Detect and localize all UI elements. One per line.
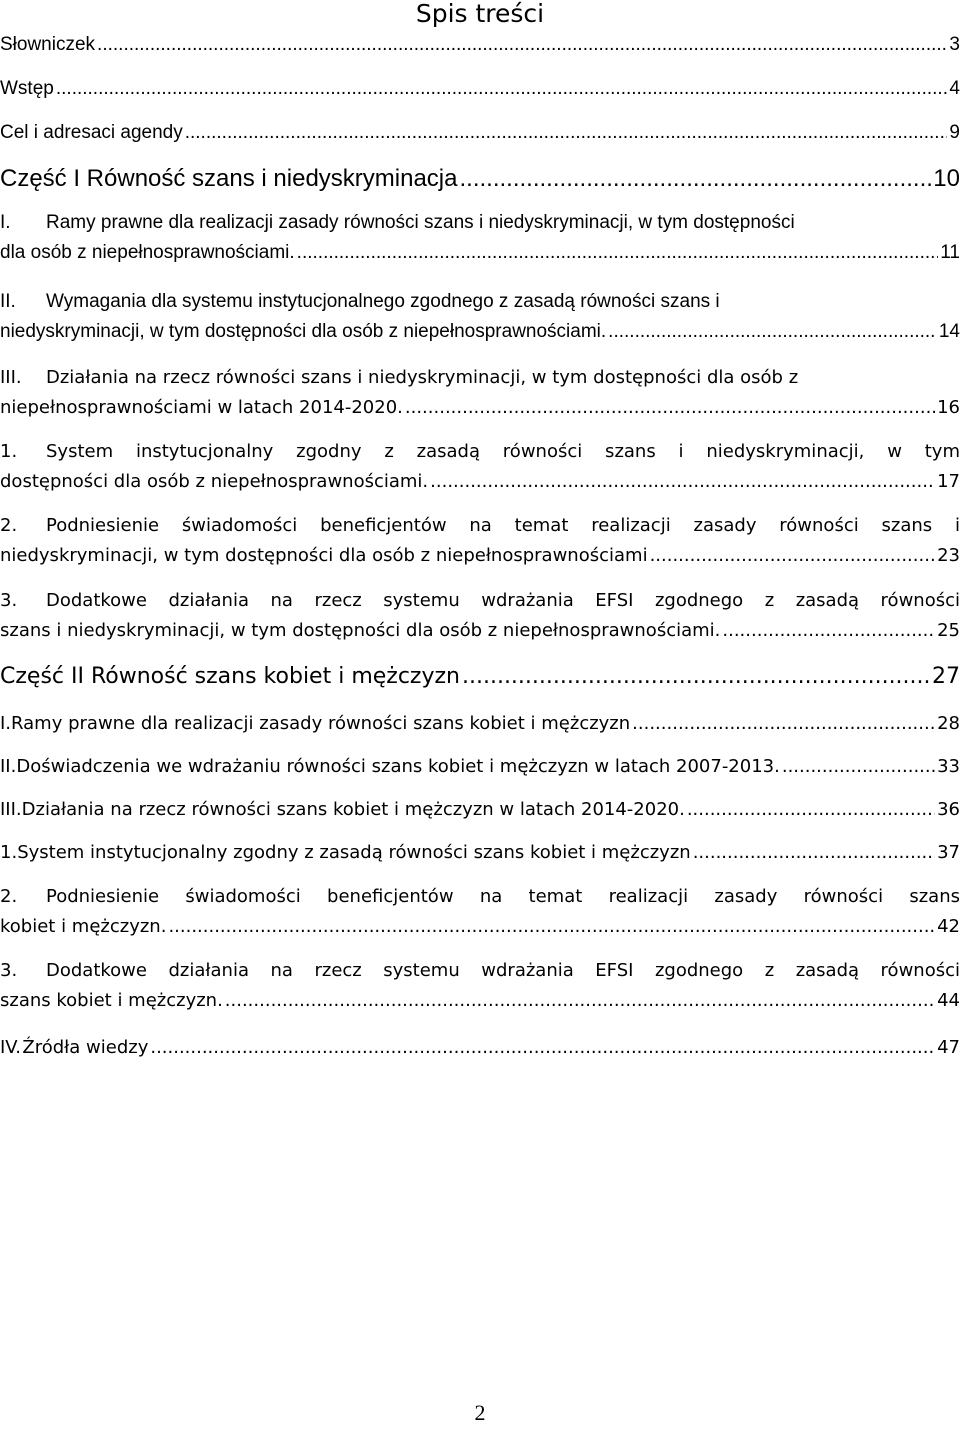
toc-entry-page: 25	[937, 620, 960, 641]
toc-entry-text: Ramy prawne dla realizacji zasady równości szans kobiet i mężczyzn	[11, 713, 631, 734]
toc-entry-text: niedyskryminacji, w tym dostępności dla osób z niepełnosprawnościami.	[0, 321, 607, 342]
toc-entry-last-line	[0, 467, 960, 497]
toc-entry-last-line	[0, 393, 960, 423]
toc-entry-page: 37	[937, 842, 960, 863]
toc-entry-text: System instytucjonalny zgodny z zasadą równości szans kobiet i mężczyzn	[17, 842, 691, 863]
toc-entry-number: III.	[0, 367, 22, 388]
toc-entry[interactable]	[0, 208, 960, 268]
toc-entry-line	[0, 363, 960, 393]
dot-leader	[632, 709, 935, 739]
toc-entry-page: 28	[937, 713, 960, 734]
toc-entry-last-line	[0, 709, 960, 739]
dot-leader	[693, 838, 935, 868]
toc-entry-page: 42	[937, 916, 960, 937]
toc-entry[interactable]	[0, 838, 960, 868]
toc-entry-last-line	[0, 162, 960, 196]
toc-entry-page: 11	[940, 242, 960, 263]
toc-entry-last-line	[0, 838, 960, 868]
toc-entry[interactable]	[0, 1033, 960, 1063]
toc-entry[interactable]	[0, 363, 960, 423]
toc-entry-page: 23	[937, 545, 960, 566]
dot-leader	[405, 393, 935, 423]
toc-entry-number: I.	[0, 713, 12, 734]
toc-entry[interactable]	[0, 162, 960, 196]
toc-entry-line	[0, 437, 960, 467]
toc-entry-number: 3.	[0, 590, 18, 611]
toc-entry-line	[0, 511, 960, 541]
toc-entry[interactable]	[0, 956, 960, 1016]
toc-entry-last-line	[0, 317, 960, 347]
toc-entry-page: 4	[949, 78, 960, 99]
toc-entry-number: I.	[0, 212, 11, 233]
dot-leader	[460, 162, 932, 196]
toc-entry[interactable]	[0, 882, 960, 942]
toc-entry-line	[0, 287, 960, 317]
toc-entry[interactable]	[0, 74, 960, 104]
toc-entry-line	[0, 882, 960, 912]
toc-entry-text: Słowniczek	[0, 34, 96, 55]
toc-entry-last-line	[0, 118, 960, 148]
toc-entry[interactable]	[0, 30, 960, 60]
toc-entry[interactable]	[0, 511, 960, 571]
toc-entry-text: Działania na rzecz równości szans i niedyskryminacji, w tym dostępności dla osób z	[46, 367, 799, 388]
toc-entry-last-line	[0, 752, 960, 782]
toc-entry-text: niedyskryminacji, w tym dostępności dla osób z niepełnosprawnościami	[0, 545, 648, 566]
toc-entry-text: Cel i adresaci agendy	[0, 122, 183, 143]
dot-leader	[462, 660, 930, 694]
toc-entry-page: 17	[937, 471, 960, 492]
toc-entry-text: Podniesienie świadomości beneficjentów na temat realizacji zasady równości szans	[46, 886, 960, 907]
toc-entry-line	[0, 956, 960, 986]
dot-leader	[687, 795, 935, 825]
toc-entry-text: Źródła wiedzy	[22, 1037, 149, 1058]
toc-entry-last-line	[0, 795, 960, 825]
dot-leader	[185, 118, 948, 148]
toc-entry-page: 33	[937, 756, 960, 777]
toc-entry-number: 3.	[0, 960, 18, 981]
toc-entry-last-line	[0, 1033, 960, 1063]
toc-entry-number: 2.	[0, 886, 18, 907]
toc-entry[interactable]	[0, 709, 960, 739]
toc-entry-last-line	[0, 912, 960, 942]
toc-entry-number: II.	[0, 291, 16, 312]
toc-entry-page: 16	[937, 397, 960, 418]
toc-entry-last-line	[0, 660, 960, 694]
toc-title: Spis treści	[415, 0, 545, 28]
toc-entry-text: Dodatkowe działania na rzecz systemu wdrażania EFSI zgodnego z zasadą równości	[46, 960, 960, 981]
toc-entry-page: 3	[949, 34, 960, 55]
dot-leader	[97, 30, 947, 60]
toc-entry-last-line	[0, 986, 960, 1016]
toc-entry-text: Część I Równość szans i niedyskryminacja	[0, 165, 458, 192]
toc-entry[interactable]	[0, 752, 960, 782]
dot-leader	[168, 912, 935, 942]
toc-entry-text: Doświadczenia we wdrażaniu równości szans kobiet i mężczyzn w latach 2007-2013.	[16, 756, 780, 777]
toc-entry-text: Dodatkowe działania na rzecz systemu wdrażania EFSI zgodnego z zasadą równości	[46, 590, 960, 611]
toc-entry-page: 14	[938, 321, 960, 342]
toc-entry-page: 44	[937, 990, 960, 1011]
toc-entry-page: 36	[937, 799, 960, 820]
toc-entry-page: 10	[933, 165, 960, 192]
dot-leader	[782, 752, 935, 782]
dot-leader	[56, 74, 948, 104]
dot-leader	[150, 1033, 935, 1063]
toc-entry-last-line	[0, 74, 960, 104]
toc-entry[interactable]	[0, 118, 960, 148]
toc-entry-text: dostępności dla osób z niepełnosprawnościami.	[0, 471, 429, 492]
toc-entry-last-line	[0, 30, 960, 60]
toc-entry-text: Działania na rzecz równości szans kobiet i mężczyzn w latach 2014-2020.	[21, 799, 685, 820]
toc-entry-last-line	[0, 541, 960, 571]
toc-entry-page: 47	[937, 1037, 960, 1058]
dot-leader	[430, 467, 935, 497]
toc-entry-number: II.	[0, 756, 17, 777]
toc-entry-number: 1.	[0, 842, 18, 863]
toc-entry-text: Ramy prawne dla realizacji zasady równości szans i niedyskryminacji, w tym dostępności	[46, 212, 795, 233]
toc-entry[interactable]	[0, 437, 960, 497]
toc-entry-text: Część II Równość szans kobiet i mężczyzn	[0, 664, 460, 689]
toc-entry-line	[0, 208, 960, 238]
toc-entry-number: 2.	[0, 515, 18, 536]
toc-entry-text: Wymagania dla systemu instytucjonalnego zgodnego z zasadą równości szans i	[46, 291, 720, 312]
toc-entry-text: szans kobiet i mężczyzn.	[0, 990, 223, 1011]
toc-entry-number: IV.	[0, 1037, 22, 1058]
toc-entry-line	[0, 586, 960, 616]
toc-entry[interactable]	[0, 586, 960, 646]
dot-leader	[650, 541, 936, 571]
toc-entry-text: niepełnosprawnościami w latach 2014-2020.	[0, 397, 403, 418]
toc-entry-page: 27	[932, 664, 960, 689]
dot-leader	[225, 986, 935, 1016]
dot-leader	[297, 238, 939, 268]
toc-entry-number: 1.	[0, 441, 18, 462]
toc-entry-text: dla osób z niepełnosprawnościami.	[0, 242, 295, 263]
toc-entry-text: szans i niedyskryminacji, w tym dostępności dla osób z niepełnosprawnościami.	[0, 620, 721, 641]
toc-entry-number: III.	[0, 799, 22, 820]
toc-entry-text: Podniesienie świadomości beneficjentów na temat realizacji zasady równości szans i	[46, 515, 960, 536]
toc-entry-last-line	[0, 238, 960, 268]
toc-entry-page: 9	[949, 122, 960, 143]
page-number: 2	[474, 1400, 486, 1425]
dot-leader	[608, 317, 937, 347]
toc-entry-text: Wstęp	[0, 78, 54, 99]
toc-entry[interactable]	[0, 795, 960, 825]
toc-entry[interactable]	[0, 287, 960, 347]
dot-leader	[722, 616, 935, 646]
toc-entry-last-line	[0, 616, 960, 646]
toc-entry[interactable]	[0, 660, 960, 694]
toc-entry-text: System instytucjonalny zgodny z zasadą równości szans i niedyskryminacji, w tym	[46, 441, 960, 462]
toc-entry-text: kobiet i mężczyzn.	[0, 916, 167, 937]
